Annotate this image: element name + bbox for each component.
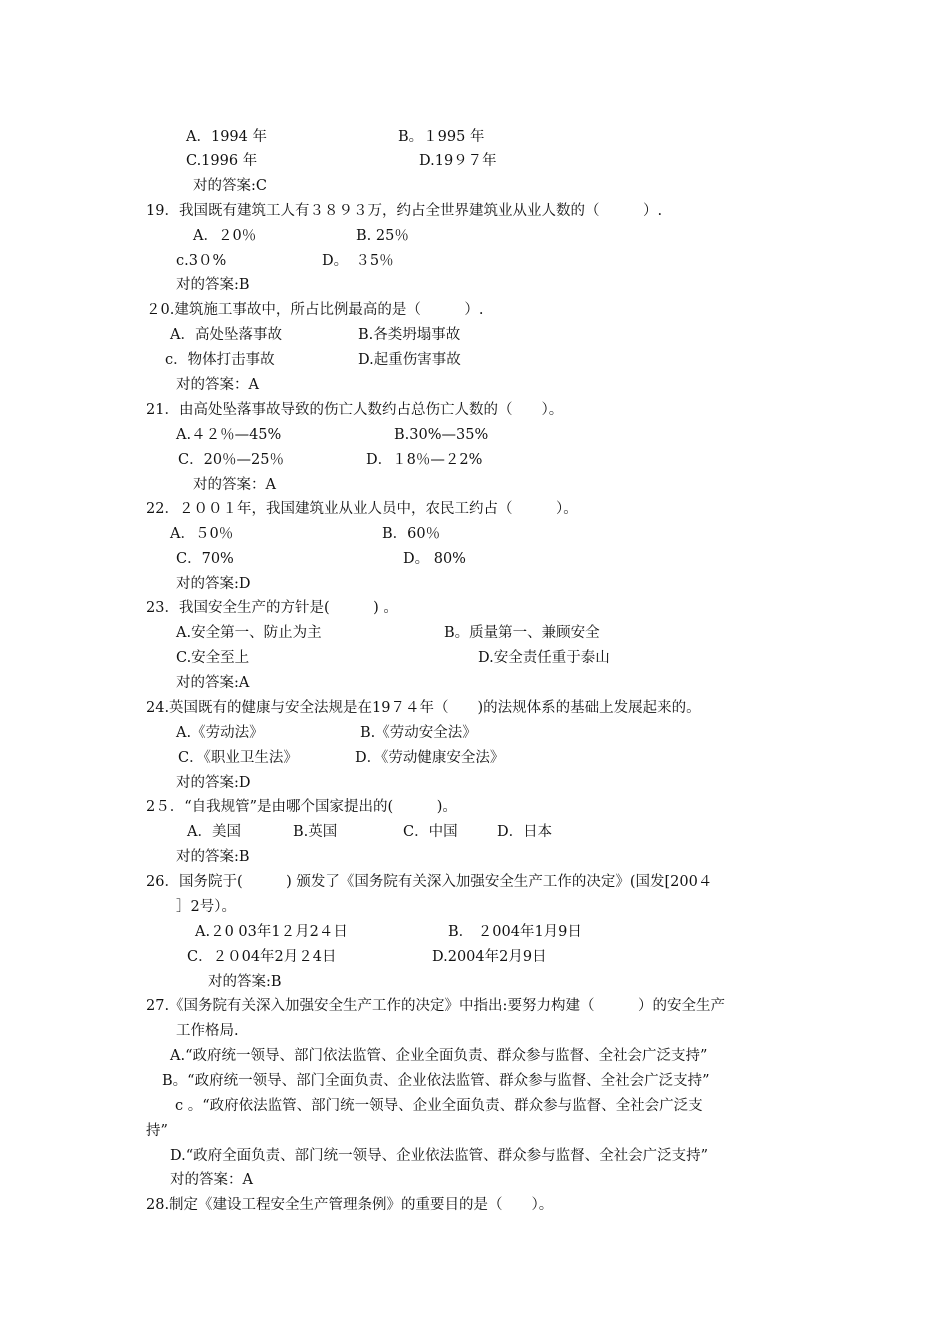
q18-option-b: B。１995 年 — [398, 129, 485, 145]
q27-option-d: D.“政府全面负责、部门统一领导、企业依法监管、群众参与监督、全社会广泛支持” — [170, 1148, 709, 1164]
q26-option-d: D.2004年2月9日 — [432, 949, 547, 965]
q23-answer: 对的答案:A — [176, 675, 250, 691]
q21-option-b: B.30%—35% — [394, 427, 489, 443]
q24-option-b: B.《劳动安全法》 — [360, 725, 477, 741]
q23-option-b: B。质量第一、兼顾安全 — [444, 625, 600, 641]
q20-option-a: A．高处坠落事故 — [170, 327, 282, 343]
q18-option-d: D.19９７年 — [419, 153, 497, 169]
q27-option-c-cont: 持” — [146, 1123, 168, 1139]
q22-option-a: A．５0％ — [170, 526, 234, 542]
q23-option-d: D.安全责任重于泰山 — [478, 650, 610, 666]
q26-question-cont: ］2号）。 — [176, 899, 236, 915]
q24-option-a: A.《劳动法》 — [176, 725, 264, 741]
q22-question: 22．２００１年，我国建筑业从业人员中，农民工约占（ ）。 — [146, 501, 578, 517]
q25-answer: 对的答案:B — [176, 849, 250, 865]
q19-option-c: c.3０% — [176, 253, 227, 269]
q24-option-d: D．《劳动健康安全法》 — [355, 750, 505, 766]
q24-option-c: C．《职业卫生法》 — [178, 750, 298, 766]
q18-option-a: A．1994 年 — [186, 129, 267, 145]
q23-option-a: A.安全第一、防止为主 — [176, 625, 322, 641]
q19-question: 19．我国既有建筑工人有３８９３万，约占全世界建筑业从业人数的（ ）. — [146, 203, 663, 219]
q27-question-cont: 工作格局. — [176, 1023, 239, 1039]
q19-option-d: D。 ３5％ — [322, 253, 394, 269]
q26-question: 26．国务院于( ) 颁发了《国务院有关深入加强安全生产工作的决定》(国发[200４ — [146, 874, 713, 890]
q21-question: 21．由高处坠落事故导致的伤亡人数约占总伤亡人数的（ ）。 — [146, 402, 564, 418]
q20-answer: 对的答案：A — [176, 377, 259, 393]
q21-option-d: D．１8％—２2% — [366, 452, 483, 468]
q27-option-a: A.“政府统一领导、部门依法监管、企业全面负责、群众参与监督、全社会广泛支持” — [170, 1048, 708, 1064]
q22-option-b: B．60％ — [382, 526, 441, 542]
q24-question: 24.英国既有的健康与安全法规是在19７４年（ )的法规体系的基础上发展起来的。 — [146, 700, 701, 716]
q25-option-d: D．日本 — [497, 824, 553, 840]
q22-option-c: C．70% — [176, 551, 234, 567]
q20-option-d: D.起重伤害事故 — [358, 352, 461, 368]
q26-option-a: A.２0 03年1２月2４日 — [195, 924, 348, 940]
q19-answer: 对的答案:B — [176, 277, 250, 293]
q20-question: ２0.建筑施工事故中，所占比例最高的是（ ）. — [146, 302, 484, 318]
q18-answer: 对的答案:C — [193, 178, 267, 194]
q25-option-a: A．美国 — [187, 824, 241, 840]
q25-option-b: B.英国 — [293, 824, 338, 840]
q28-question: 28.制定《建设工程安全生产管理条例》的重要目的是（ ）。 — [146, 1197, 554, 1213]
q23-option-c: C.安全至上 — [176, 650, 250, 666]
q26-option-c: C．２０04年2月２4日 — [187, 949, 337, 965]
q27-question: 27.《国务院有关深入加强安全生产工作的决定》中指出:要努力构建（ ）的安全生产 — [146, 998, 725, 1014]
q23-question: 23．我国安全生产的方针是( ) 。 — [146, 600, 398, 616]
q21-option-a: A.４２％—45% — [176, 427, 282, 443]
q18-option-c: C.1996 年 — [186, 153, 258, 169]
q19-option-a: A．２0％ — [193, 228, 257, 244]
q27-option-b: B。“政府统一领导、部门全面负责、企业依法监管、群众参与监督、全社会广泛支持” — [162, 1073, 710, 1089]
q21-answer: 对的答案：A — [193, 477, 276, 493]
q22-option-d: D。 80% — [403, 551, 466, 567]
q27-answer: 对的答案：A — [170, 1172, 253, 1188]
q22-answer: 对的答案:D — [176, 576, 251, 592]
q26-answer: 对的答案:B — [208, 974, 282, 990]
q24-answer: 对的答案:D — [176, 775, 251, 791]
q27-option-c: c 。“政府依法监管、部门统一领导、企业全面负责、群众参与监督、全社会广泛支 — [175, 1098, 703, 1114]
q19-option-b: B. 25％ — [356, 228, 409, 244]
q25-option-c: C．中国 — [403, 824, 458, 840]
q25-question: 2５．“自我规管”是由哪个国家提出的( )。 — [146, 799, 457, 815]
q26-option-b: B． ２004年1月9日 — [448, 924, 582, 940]
q20-option-c: c．物体打击事故 — [165, 352, 275, 368]
q21-option-c: C．20％—25％ — [178, 452, 284, 468]
q20-option-b: B.各类坍塌事故 — [358, 327, 461, 343]
